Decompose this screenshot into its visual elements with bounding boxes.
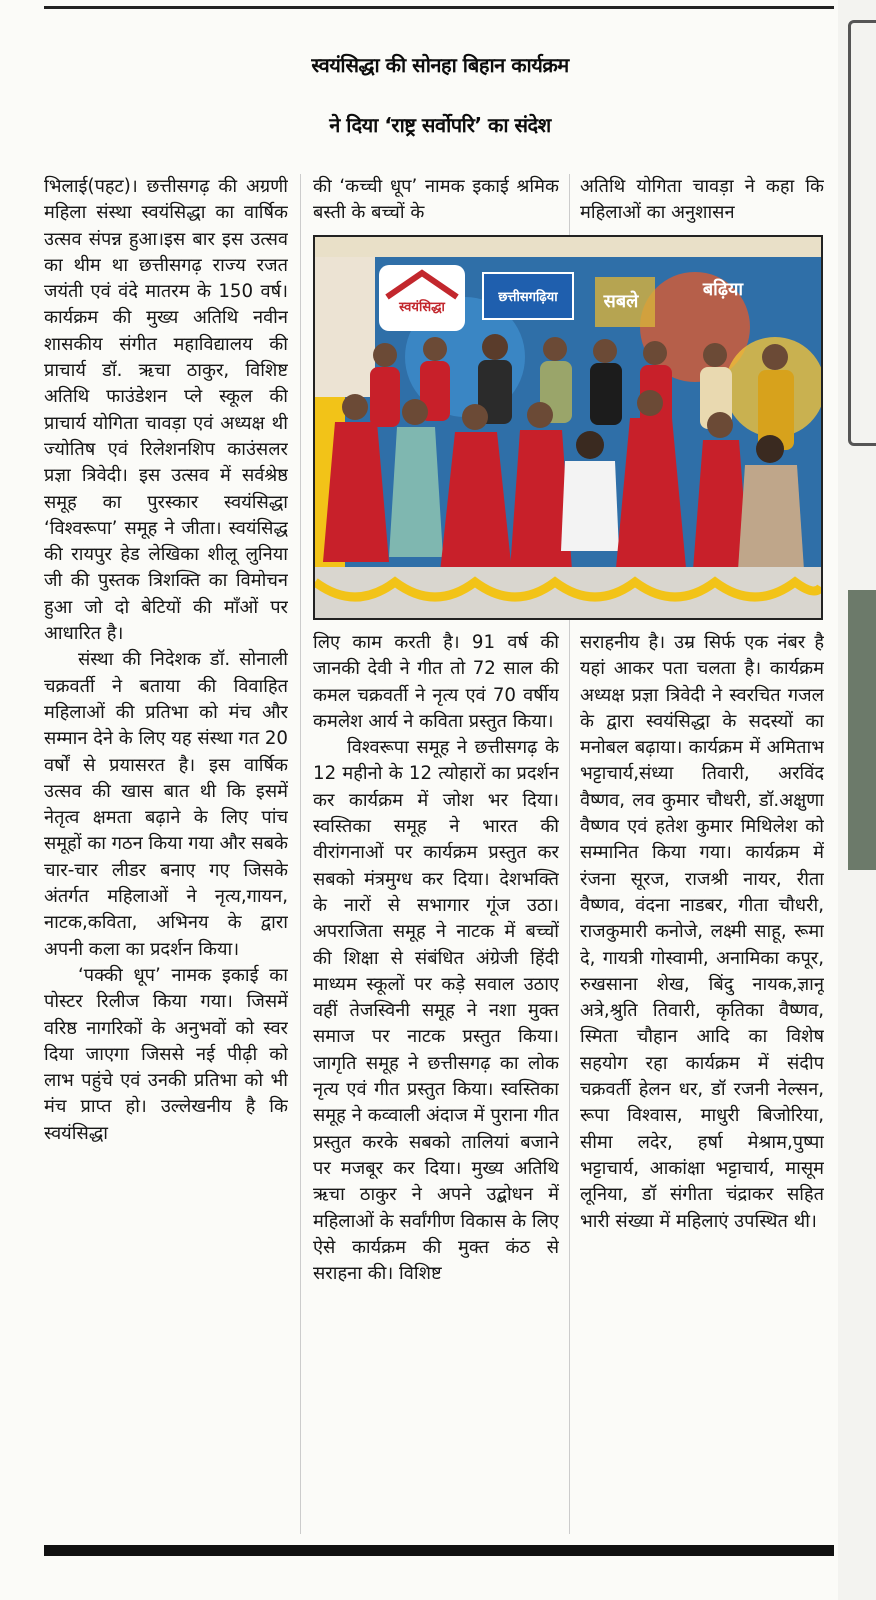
paragraph: संस्था की निदेशक डॉ. सोनाली चक्रवर्ती ने बताया की विवाहित महिलाओं की प्रतिभा को मंच और सम्मान देने के लिए यह संस्था गत 20 वर्षों से प्रयासरत है। इस वार्षिक उत्सव की खास बात थी कि इसमें नेतृत्व क्षमता बढ़ाने के लिए पांच समूहों का गठन किया गया और सबके चार-चार लीडर बनाए गए जिसके अंतर्गत महिलाओं ने नृत्य,गायन, नाटक,कविता, अभिनय के द्वारा अपनी कला का प्रदर्शन किया।: [44, 649, 288, 960]
article-column-3: [580, 630, 824, 1538]
top-rule: [44, 6, 834, 9]
paragraph: सराहनीय है। उम्र सिर्फ एक नंबर है यहां आकर पता चलता है। कार्यक्रम अध्यक्ष प्रज्ञा त्रिवेदी ने स्वरचित गजल के द्वारा स्वयंसिद्धा के सदस्यों का मनोबल बढ़ाया। कार्यक्रम में अमिताभ भट्टाचार्य,संध्या तिवारी, अरविंद वैष्णव, लव कुमार चौधरी, डॉ.अक्षुणा वैष्णव एवं हतेश कुमार मिथिलेश को सम्मानित किया गया। कार्यक्रम में रंजना सूरज, राजश्री नायर, रीता वैष्णव, वंदना नाडबर, गीता चौधरी, राजकुमारी कनोजे, लक्ष्मी साहू, रूमा दे, गायत्री गोस्वामी, अनामिका कपूर, रुखसाना शेख, बिंदु नायक,ज्ञानू अत्रे,श्रुति तिवारी, कृतिका वैष्णव, स्मिता चौहान आदि का विशेष सहयोग रहा कार्यक्रम में संदीप चक्रवर्ती हेलन धर, डॉ रजनी नेल्सन, रूपा विश्वास, माधुरी बिजोरिया, सीमा लदेर, हर्षा मेश्राम,पुष्पा भट्टाचार्य, आकांक्षा भट्टाचार्य, मासूम लूनिया, डॉ संगीता चंद्राकर सहित भारी संख्या में महिलाएं उपस्थित थी।: [580, 632, 824, 1232]
article-column-1: [44, 174, 288, 1538]
article-column-2: [313, 630, 559, 1538]
column-divider: [300, 174, 301, 1534]
adjacent-photo: [848, 590, 876, 870]
banner-right-text: बढ़िया: [702, 279, 744, 300]
paragraph: ‘पक्की धूप’ नामक इकाई का पोस्टर रिलीज किया गया। जिसमें वरिष्ठ नागरिकों के अनुभवों को स्वर दिया जाएगा जिससे नई पीढ़ी को लाभ पहुंचे एवं उनकी प्रतिभा को भी मंच प्राप्त हो। उल्लेखनीय है कि स्वयंसिद्धा: [44, 964, 288, 1144]
headline: [40, 35, 840, 155]
headline-line-1: स्वयंसिद्धा की सोनहा बिहान कार्यक्रम: [311, 53, 569, 78]
banner-mid-text: सबले: [603, 291, 639, 312]
paragraph: विश्वरूपा समूह ने छत्तीसगढ़ के 12 महीनो के 12 त्योहारों का प्रदर्शन कर कार्यक्रम में जोश भर दिया। स्वस्तिका समूह ने भारत की वीरांगनाओं पर कार्यक्रम प्रस्तुत कर सबको मंत्रमुग्ध कर दिया। देशभक्ति के नारों से सभागार गूंज उठा। अपराजिता समूह ने नाटक में बच्चों की शिक्षा से संबंधित अंग्रेजी हिंदी माध्यम स्कूलों पर कड़े सवाल उठाए वहीं तेजस्विनी समूह ने नशा मुक्त समाज पर नाटक प्रस्तुत किया। जागृति समूह ने छत्तीसगढ़ का लोक नृत्य एवं गीत प्रस्तुत किया। स्वस्तिका समूह ने कव्वाली अंदाज में पुराना गीत प्रस्तुत करके सबको तालियां बजाने पर मजबूर कर दिया। मुख्य अतिथि ऋचा ठाकुर ने अपने उद्बोधन में महिलाओं के सर्वांगीण विकास के लिए ऐसे कार्यक्रम की मुक्त कंठ से सराहना की। विशिष्ट: [313, 737, 559, 1285]
banner-left-text: छत्तीसगढ़िया: [498, 290, 558, 305]
adjacent-box: [848, 20, 876, 446]
headline-line-2: ने दिया ‘राष्ट्र सर्वोपरि’ का संदेश: [329, 113, 551, 138]
paragraph: भिलाई(पहट)। छत्तीसगढ़ की अग्रणी महिला संस्था स्वयंसिद्धा का वार्षिक उत्सव संपन्न हुआ।इस बार इस उत्सव का थीम था छत्तीसगढ़ राज्य रजत जयंती एवं वंदे मातरम के 150 वर्ष। कार्यक्रम की मुख्य अतिथि नवीन शासकीय संगीत महाविद्यालय की प्राचार्य डॉ. ऋचा ठाकुर, विशिष्ट अतिथि फाउंडेशन प्ले स्कूल की प्राचार्य योगिता चावड़ा एवं अध्यक्ष थी ज्योतिष एवं रिलेशनशिप काउंसलर प्रज्ञा त्रिवेदी। इस उत्सव में सर्वश्रेष्ठ समूह का पुरस्कार स्वयंसिद्धा ‘विश्वरूपा’ समूह ने जीता। स्वयंसिद्ध की रायपुर हेड लेखिका शीलू लुनिया जी की पुस्तक त्रिशक्ति का विमोचन हुआ जो दो बेटियों की माँओं पर आधारित है।: [44, 176, 288, 645]
paragraph: की ‘कच्ची धूप’ नामक इकाई श्रमिक बस्ती के बच्चों के: [313, 176, 559, 224]
banner-logo-text: स्वयंसिद्धा: [399, 300, 445, 315]
article-column-2-top: [313, 174, 559, 228]
article-column-3-top: [580, 174, 824, 228]
paragraph: अतिथि योगिता चावड़ा ने कहा कि महिलाओं का अनुशासन: [580, 176, 824, 224]
adjacent-article-edge: [838, 0, 876, 1600]
event-group-photo: [313, 235, 823, 620]
paragraph: लिए काम करती है। 91 वर्ष की जानकी देवी ने गीत तो 72 साल की कमल चक्रवर्ती ने नृत्य एवं 70 वर्षीय कमलेश आर्य ने कविता प्रस्तुत किया।: [313, 632, 559, 732]
bottom-rule: [44, 1545, 834, 1556]
